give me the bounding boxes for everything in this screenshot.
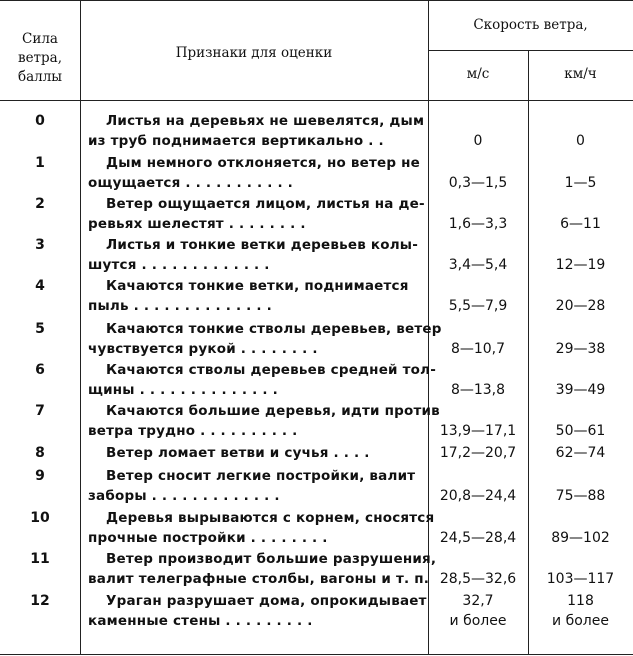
speed-ms-value: 20,8—24,4 <box>439 488 517 504</box>
speed-ms-value: 8—13,8 <box>450 382 506 398</box>
wind-force-value: 10 <box>30 510 50 526</box>
speed-ms-value: 0,3—1,5 <box>448 175 508 191</box>
speed-kmh-value: 0 <box>576 133 585 149</box>
speed-kmh-value: 20—28 <box>555 298 606 314</box>
wind-force-value: 8 <box>35 445 45 461</box>
wind-force-value: 4 <box>35 278 45 294</box>
speed-ms-value: 8—10,7 <box>450 341 506 357</box>
speed-kmh-value: 6—11 <box>560 216 601 232</box>
wind-sign-text: Ураган разрушает дома, опрокидывает <box>106 593 427 609</box>
header-speed: Скорость ветра, <box>473 17 588 33</box>
wind-sign-text: ревьях шелестят . . . . . . . . <box>88 216 306 232</box>
header-force: Сила ветра, баллы <box>17 31 63 85</box>
wind-sign-text: Ветер ломает ветви и сучья . . . . <box>106 445 370 461</box>
wind-sign-text: Качаются тонкие ветки, поднимается <box>106 278 409 294</box>
speed-ms-value: 28,5—32,6 <box>439 571 517 587</box>
wind-force-value: 11 <box>30 551 50 567</box>
wind-sign-text: Ветер производит большие разрушения, <box>106 551 437 567</box>
wind-sign-text: щины . . . . . . . . . . . . . . <box>88 382 278 398</box>
header-kmh: км/ч <box>564 66 597 82</box>
speed-kmh-value: 89—102 <box>551 530 610 546</box>
wind-sign-text: ощущается . . . . . . . . . . . <box>88 175 293 191</box>
wind-sign-text: Качаются стволы деревьев средней тол- <box>106 362 436 378</box>
speed-kmh-value: 50—61 <box>555 423 606 439</box>
wind-sign-text: прочные постройки . . . . . . . . <box>88 530 328 546</box>
speed-kmh-value: 103—117 <box>546 571 615 587</box>
wind-sign-text: пыль . . . . . . . . . . . . . . <box>88 298 272 314</box>
speed-ms-value: 24,5—28,4 <box>439 530 517 546</box>
speed-ms-value: 5,5—7,9 <box>448 298 508 314</box>
speed-ms-value: 0 <box>473 133 483 149</box>
wind-force-value: 12 <box>30 593 50 609</box>
wind-sign-text: из труб поднимается вертикально . . <box>88 133 384 149</box>
bottom-border <box>0 654 633 655</box>
speed-subheader-line <box>428 50 633 51</box>
speed-ms-value: и более <box>449 613 507 629</box>
wind-sign-text: Качаются тонкие стволы деревьев, ветер <box>106 321 442 337</box>
wind-sign-text: валит телеграфные столбы, вагоны и т. п. <box>88 571 430 587</box>
header-bottom-border <box>0 100 633 101</box>
speed-kmh-value: 39—49 <box>555 382 606 398</box>
speed-kmh-value: 1—5 <box>564 175 597 191</box>
wind-sign-text: Деревья вырываются с корнем, сносятся <box>106 510 435 526</box>
wind-force-value: 5 <box>35 321 45 337</box>
speed-ms-value: 32,7 <box>462 593 494 609</box>
col-divider-1 <box>80 0 81 655</box>
wind-sign-text: каменные стены . . . . . . . . . <box>88 613 313 629</box>
top-border <box>0 0 633 1</box>
speed-ms-value: 17,2—20,7 <box>439 445 517 461</box>
speed-kmh-value: 29—38 <box>555 341 606 357</box>
header-signs: Признаки для оценки <box>175 45 333 61</box>
speed-kmh-value: 62—74 <box>555 445 606 461</box>
wind-sign-text: Качаются большие деревья, идти против <box>106 403 440 419</box>
wind-sign-text: шутся . . . . . . . . . . . . . <box>88 257 270 273</box>
wind-force-value: 1 <box>35 155 45 171</box>
wind-sign-text: Листья на деревьях не шевелятся, дым <box>106 113 425 129</box>
wind-force-value: 3 <box>35 237 45 253</box>
wind-force-value: 6 <box>35 362 45 378</box>
speed-ms-value: 13,9—17,1 <box>439 423 517 439</box>
wind-force-value: 7 <box>35 403 45 419</box>
speed-ms-value: 1,6—3,3 <box>448 216 508 232</box>
speed-kmh-value: 75—88 <box>555 488 606 504</box>
header-ms: м/с <box>466 66 490 82</box>
speed-ms-value: 3,4—5,4 <box>448 257 508 273</box>
wind-sign-text: Ветер сносит легкие постройки, валит <box>106 468 416 484</box>
speed-kmh-value: 12—19 <box>555 257 606 273</box>
wind-force-value: 2 <box>35 196 45 212</box>
wind-sign-text: заборы . . . . . . . . . . . . . <box>88 488 280 504</box>
wind-force-value: 0 <box>35 113 45 129</box>
speed-kmh-value: 118 <box>567 593 594 609</box>
wind-sign-text: Листья и тонкие ветки деревьев колы- <box>106 237 419 253</box>
wind-sign-text: ветра трудно . . . . . . . . . . <box>88 423 298 439</box>
wind-sign-text: чувствуется рукой . . . . . . . . <box>88 341 318 357</box>
wind-sign-text: Ветер ощущается лицом, листья на де- <box>106 196 425 212</box>
speed-kmh-value: и более <box>552 613 609 629</box>
wind-sign-text: Дым немного отклоняется, но ветер не <box>106 155 421 171</box>
wind-force-value: 9 <box>35 468 45 484</box>
